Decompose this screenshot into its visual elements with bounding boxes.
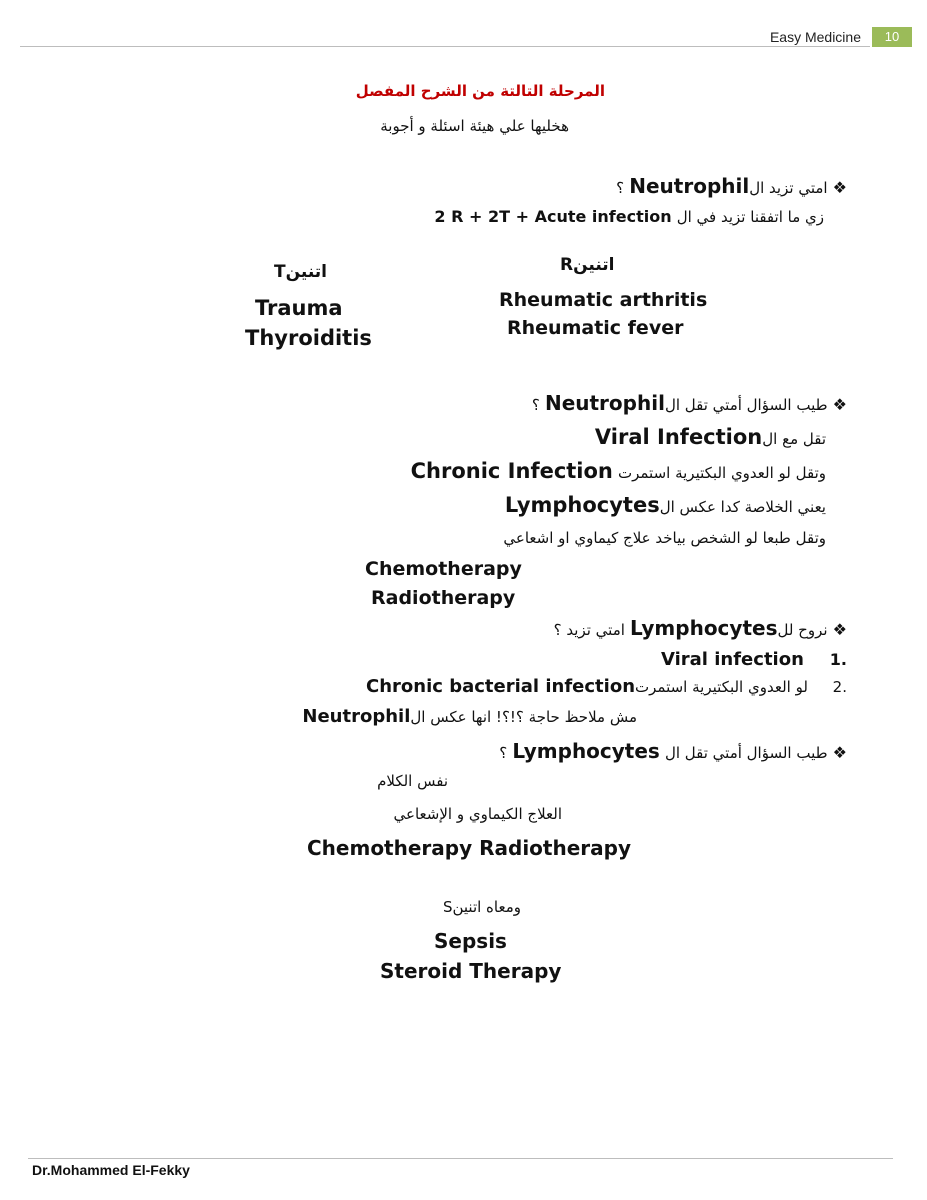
question-mark: ؟: [616, 179, 625, 197]
question-neutrophil-decrease: [532, 391, 847, 415]
group-r-item: Rheumatic arthritis: [499, 289, 708, 311]
question-text-post: امتي تزيد ؟: [553, 621, 625, 639]
answer-arabic-line: نفس الكلام: [377, 772, 448, 790]
question-text: نروح لل: [777, 621, 828, 639]
answer-line: [434, 207, 824, 226]
diamond-bullet-icon: ❖: [832, 620, 847, 639]
answer-arabic: زي ما اتفقنا تزيد في ال: [676, 208, 824, 226]
group-t-item: Trauma: [255, 296, 343, 320]
answer-english: 2 R + 2T + Acute infection: [434, 207, 672, 226]
question-text: امتي تزيد ال: [749, 179, 828, 197]
group-t-item: Thyroiditis: [245, 326, 372, 350]
list-item: [661, 649, 847, 670]
question-text: طيب السؤال أمتي تقل ال: [664, 396, 828, 414]
therapy-item: Radiotherapy: [371, 587, 516, 609]
list-item: [366, 676, 847, 697]
header-divider: [20, 46, 870, 47]
question-term: Lymphocytes: [512, 739, 660, 763]
question-term: Lymphocytes: [630, 616, 778, 640]
answer-arabic: وتقل لو العدوي البكتيرية استمرت: [617, 464, 826, 482]
therapy-line: Chemotherapy Radiotherapy: [307, 836, 631, 860]
page-number: 10: [872, 27, 912, 47]
question-lymphocytes-increase: [554, 616, 847, 640]
note-arabic: مش ملاحظ حاجة ؟!؟! انها عكس ال: [410, 708, 637, 726]
note-line: [302, 706, 637, 727]
footer-author: Dr.Mohammed El-Fekky: [32, 1162, 190, 1178]
therapy-item: Chemotherapy: [365, 558, 522, 580]
answer-english: Chronic Infection: [410, 459, 613, 483]
question-neutrophil-increase: [616, 174, 847, 198]
list-text: Viral infection: [661, 649, 804, 670]
answer-arabic-line: العلاج الكيماوي و الإشعاعي: [393, 805, 562, 823]
s-item: Sepsis: [434, 929, 507, 953]
answer-arabic-line: وتقل طبعا لو الشخص بياخد علاج كيماوي او اشعاعي: [503, 529, 826, 547]
question-lymphocytes-decrease: [499, 739, 847, 763]
answer-english: Viral Infection: [594, 425, 763, 449]
list-number: .2: [832, 678, 847, 696]
note-english: Neutrophil: [302, 706, 411, 727]
question-term: Neutrophil: [629, 174, 750, 198]
list-number: .1: [829, 650, 847, 669]
footer-divider: [28, 1158, 893, 1159]
answer-line: [595, 425, 826, 449]
list-arabic: لو العدوي البكتيرية استمرت: [635, 678, 808, 696]
diamond-bullet-icon: ❖: [832, 395, 847, 414]
group-r-item: Rheumatic fever: [507, 317, 684, 339]
list-text: Chronic bacterial infection: [366, 676, 636, 697]
answer-line: [411, 459, 826, 483]
answer-arabic: يعني الخلاصة كدا عكس ال: [659, 498, 826, 516]
group-r-title: اتنينR: [560, 255, 615, 275]
question-text: طيب السؤال أمتي تقل ال: [664, 744, 828, 762]
question-mark: ؟: [499, 744, 508, 762]
answer-arabic-line: ومعاه اتنينS: [442, 898, 521, 916]
s-item: Steroid Therapy: [380, 959, 562, 983]
header-title: Easy Medicine: [769, 29, 861, 45]
diamond-bullet-icon: ❖: [832, 178, 847, 197]
answer-english: Lymphocytes: [504, 493, 660, 517]
section-subtitle: هخليها علي هيئة اسئلة و أجوبة: [380, 117, 569, 135]
group-t-title: اتنينT: [274, 262, 327, 282]
diamond-bullet-icon: ❖: [832, 743, 847, 762]
question-mark: ؟: [531, 396, 540, 414]
answer-arabic: تقل مع ال: [762, 430, 826, 448]
section-title: المرحلة التالتة من الشرح المفصل: [355, 82, 605, 100]
answer-line: [505, 493, 826, 517]
question-term: Neutrophil: [544, 391, 665, 415]
